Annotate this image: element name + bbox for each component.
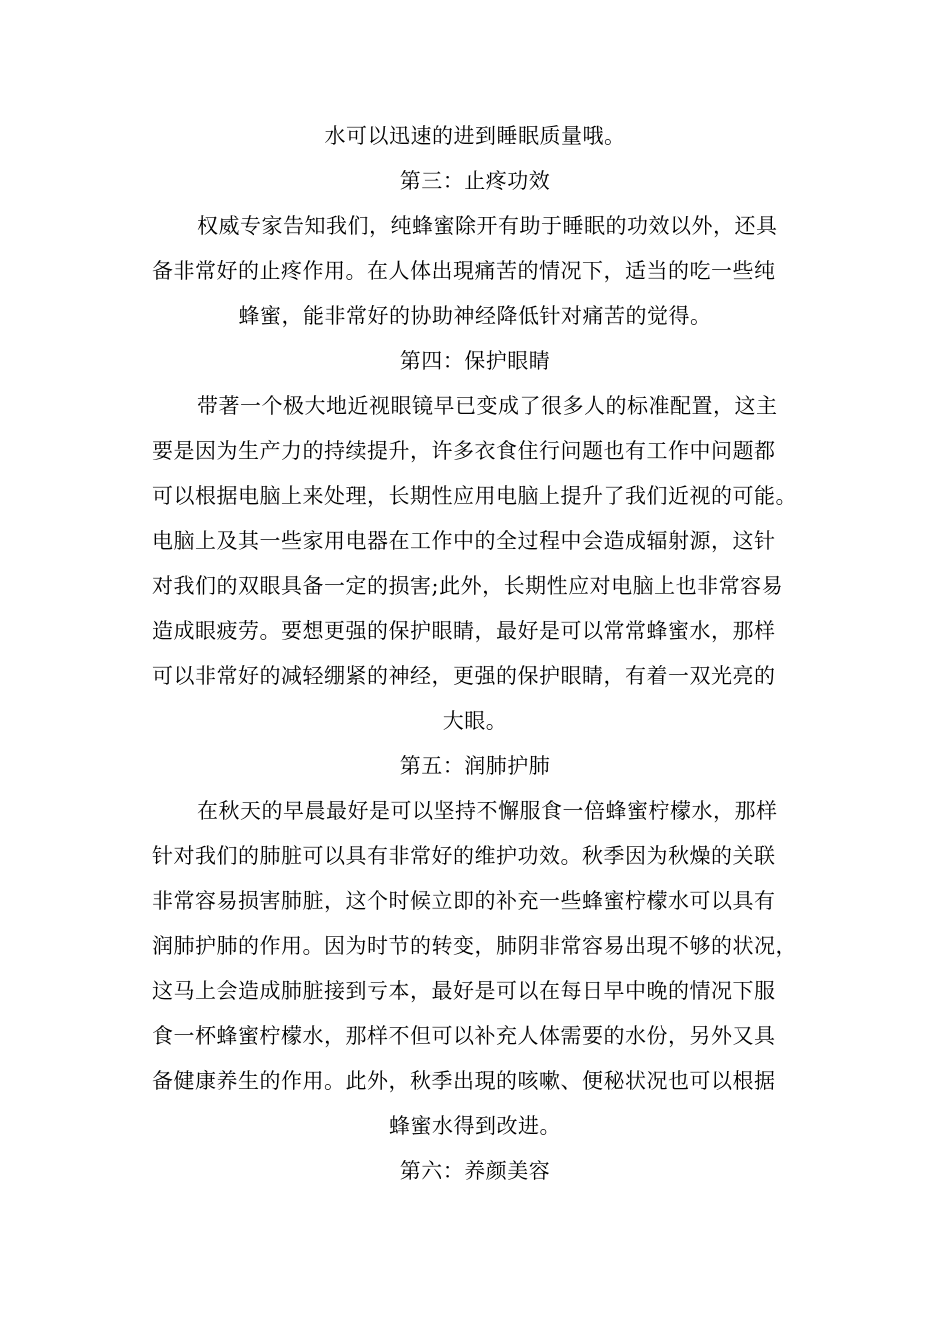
paragraph-line: 在秋天的早晨最好是可以坚持不懈服食一倍蜂蜜柠檬水，那样 bbox=[197, 799, 778, 823]
paragraph-line: 带著一个极大地近视眼镜早已变成了很多人的标准配置，这主 bbox=[197, 394, 778, 418]
paragraph-line: 造成眼疲劳。要想更强的保护眼睛，最好是可以常常蜂蜜水，那样 bbox=[152, 619, 776, 643]
paragraph-line: 权威专家告知我们，纯蜂蜜除开有助于睡眠的功效以外，还具 bbox=[197, 214, 778, 238]
paragraph-line: 可以根据电脑上来处理，长期性应用电脑上提升了我们近视的可能。 bbox=[152, 484, 797, 508]
section-heading: 第五：润肺护肺 bbox=[399, 754, 551, 778]
paragraph-line: 非常容易损害肺脏，这个时候立即的补充一些蜂蜜柠檬水可以具有 bbox=[152, 889, 776, 913]
paragraph-line: 备非常好的止疼作用。在人体出現痛苦的情况下，适当的吃一些纯 bbox=[152, 259, 776, 283]
paragraph-line: 可以非常好的减轻绷紧的神经，更强的保护眼睛，有着一双光亮的 bbox=[152, 664, 776, 688]
paragraph-line: 要是因为生产力的持续提升，许多衣食住行问题也有工作中问题都 bbox=[152, 439, 776, 463]
paragraph-line: 食一杯蜂蜜柠檬水，那样不但可以补充人体需要的水份，另外又具 bbox=[152, 1024, 776, 1048]
section-heading: 第六：养颜美容 bbox=[399, 1159, 551, 1183]
paragraph-line: 备健康养生的作用。此外，秋季出現的咳嗽、便秘状况也可以根据 bbox=[152, 1069, 776, 1093]
section-heading: 第三：止疼功效 bbox=[399, 169, 551, 193]
paragraph-line: 蜂蜜水得到改进。 bbox=[389, 1114, 561, 1138]
section-heading: 第四：保护眼睛 bbox=[399, 349, 551, 373]
paragraph-line: 对我们的双眼具备一定的损害;此外，长期性应对电脑上也非常容易 bbox=[152, 574, 784, 598]
paragraph-line: 润肺护肺的作用。因为时节的转变，肺阴非常容易出現不够的状况， bbox=[152, 934, 797, 958]
paragraph-line: 蜂蜜，能非常好的协助神经降低针对痛苦的觉得。 bbox=[238, 304, 712, 328]
paragraph-line: 这马上会造成肺脏接到亏本，最好是可以在每日早中晚的情况下服 bbox=[152, 979, 776, 1003]
paragraph-line: 水可以迅速的进到睡眠质量哦。 bbox=[324, 124, 626, 148]
paragraph-line: 电脑上及其一些家用电器在工作中的全过程中会造成辐射源，这针 bbox=[152, 529, 776, 553]
paragraph-line: 大眼。 bbox=[442, 709, 508, 733]
paragraph-line: 针对我们的肺脏可以具有非常好的维护功效。秋季因为秋燥的关联 bbox=[152, 844, 776, 868]
